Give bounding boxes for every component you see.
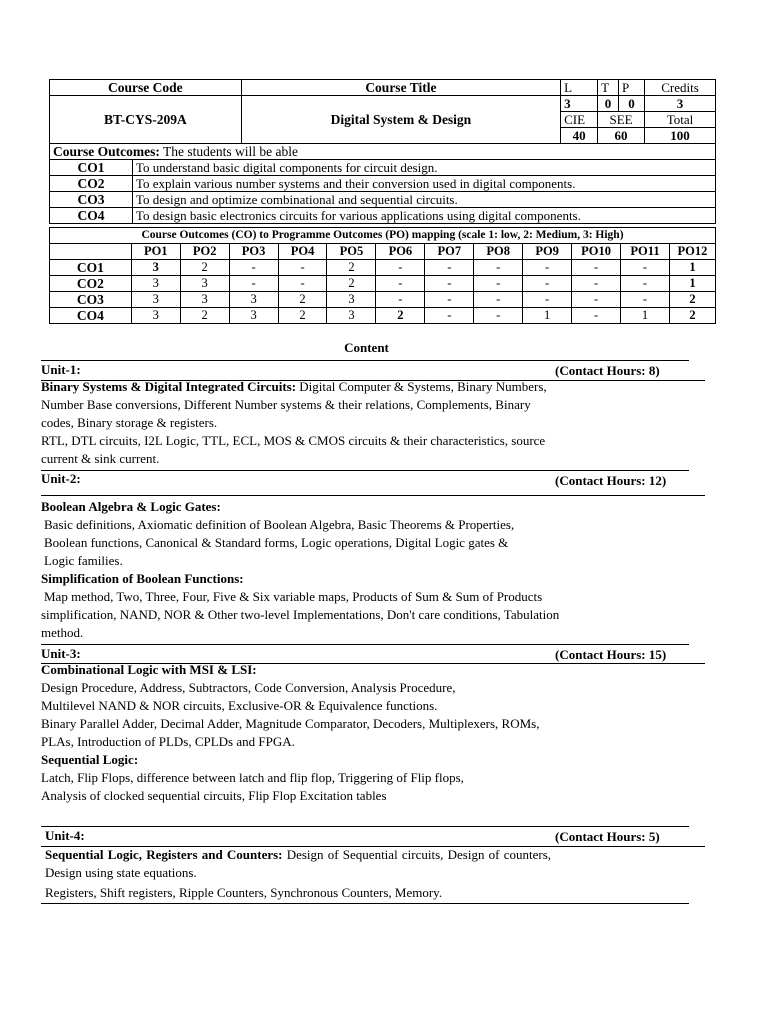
po-header-row bbox=[50, 244, 716, 260]
po-column-header: PO4 bbox=[278, 244, 327, 260]
unit3-label: Unit-3: bbox=[41, 646, 81, 661]
po-row-label: CO4 bbox=[50, 308, 132, 324]
unit3-text1: Design Procedure, Address, Subtractors, Code Conversion, Analysis Procedure, Multilevel NAND & NOR circuits, Exclusive-OR & Equivalence functions. bbox=[41, 680, 456, 713]
po-mapping-cell: 2 bbox=[180, 260, 229, 276]
unit3-heading1: Combinational Logic with MSI & LSI: bbox=[41, 662, 257, 677]
cie-label: CIE bbox=[561, 112, 598, 128]
course-outcomes-heading bbox=[50, 144, 716, 160]
outcome-text: To understand basic digital components for circuit design. bbox=[132, 160, 715, 176]
po-mapping-row bbox=[50, 260, 716, 276]
po-mapping-title: Course Outcomes (CO) to Programme Outcomes (PO) mapping (scale 1: low, 2: Medium, 3: High) bbox=[50, 228, 716, 244]
po-mapping-cell: 1 bbox=[669, 276, 715, 292]
unit2-hours: (Contact Hours: 12) bbox=[555, 473, 667, 488]
unit4-heading: Sequential Logic, Registers and Counters: bbox=[45, 847, 283, 862]
po-mapping-cell: - bbox=[474, 276, 523, 292]
course-title-label: Course Title bbox=[241, 80, 560, 96]
unit1-label: Unit-1: bbox=[41, 362, 81, 377]
po-mapping-cell: 3 bbox=[229, 308, 278, 324]
credits-value: 3 bbox=[645, 96, 716, 112]
credits-label: Credits bbox=[645, 80, 716, 96]
po-mapping-cell: 2 bbox=[180, 308, 229, 324]
po-mapping-cell: 1 bbox=[621, 308, 670, 324]
po-mapping-cell: - bbox=[523, 276, 572, 292]
unit2-body bbox=[41, 498, 561, 642]
po-mapping-cell: - bbox=[278, 276, 327, 292]
po-mapping-cell: - bbox=[621, 260, 670, 276]
po-mapping-cell: - bbox=[572, 292, 621, 308]
unit4-body bbox=[45, 846, 551, 902]
content-title: Content bbox=[344, 340, 389, 355]
see-value: 60 bbox=[598, 128, 645, 144]
unit1-hours: (Contact Hours: 8) bbox=[555, 363, 660, 378]
outcome-code: CO3 bbox=[50, 192, 133, 208]
po-mapping-cell: - bbox=[572, 260, 621, 276]
course-code: BT-CYS-209A bbox=[50, 96, 242, 144]
unit4-top-rule bbox=[41, 826, 689, 827]
unit2-sub-rule bbox=[41, 495, 705, 496]
po-mapping-cell: 2 bbox=[278, 308, 327, 324]
unit2-heading1: Boolean Algebra & Logic Gates: bbox=[41, 499, 221, 514]
po-mapping-cell: - bbox=[621, 276, 670, 292]
unit4-text2: Registers, Shift registers, Ripple Counters, Synchronous Counters, Memory. bbox=[45, 885, 443, 900]
unit1-text2: RTL, DTL circuits, I2L Logic, TTL, ECL, MOS & CMOS circuits & their characteristics, source current & sink current. bbox=[41, 433, 546, 466]
unit1-heading: Binary Systems & Digital Integrated Circuits: bbox=[41, 379, 297, 394]
total-value: 100 bbox=[645, 128, 716, 144]
po-mapping-cell: - bbox=[278, 260, 327, 276]
see-label: SEE bbox=[598, 112, 645, 128]
unit4-hours: (Contact Hours: 5) bbox=[555, 829, 660, 844]
po-mapping-cell: 1 bbox=[669, 260, 715, 276]
unit1-top-rule bbox=[41, 360, 689, 361]
outcome-code: CO4 bbox=[50, 208, 133, 224]
l-label: L bbox=[561, 80, 598, 96]
po-mapping-cell: 2 bbox=[327, 260, 376, 276]
po-mapping-cell: - bbox=[229, 276, 278, 292]
po-mapping-cell: - bbox=[474, 260, 523, 276]
unit4-bottom-rule bbox=[41, 903, 689, 904]
po-mapping-table bbox=[49, 227, 716, 324]
po-column-header: PO12 bbox=[669, 244, 715, 260]
unit3-body bbox=[41, 661, 561, 805]
cie-value: 40 bbox=[561, 128, 598, 144]
unit4-text1: Design of Sequential circuits, Design of counters, Design using state equations. bbox=[45, 847, 551, 880]
unit3-hours: (Contact Hours: 15) bbox=[555, 647, 667, 662]
unit2-text2: Map method, Two, Three, Four, Five & Six variable maps, Products of Sum & Sum of Products simplification, NAND, NOR & Other two-level Implementations, Don't care conditions, Tabulation method. bbox=[41, 589, 560, 640]
po-column-header: PO2 bbox=[180, 244, 229, 260]
po-mapping-cell: 3 bbox=[180, 276, 229, 292]
po-mapping-cell: 3 bbox=[131, 308, 180, 324]
po-column-header: PO5 bbox=[327, 244, 376, 260]
unit3-heading2: Sequential Logic: bbox=[41, 752, 139, 767]
po-column-header: PO6 bbox=[376, 244, 425, 260]
po-mapping-cell: - bbox=[376, 260, 425, 276]
po-mapping-cell: - bbox=[376, 292, 425, 308]
t-label: T bbox=[598, 80, 619, 96]
po-mapping-cell: - bbox=[425, 292, 474, 308]
unit1-text1: Digital Computer & Systems, Binary Numbers, Number Base conversions, Different Number systems & their relations, Complements, Binary codes, Binary storage & registers. bbox=[41, 379, 547, 430]
po-mapping-cell: 3 bbox=[327, 308, 376, 324]
po-mapping-cell: - bbox=[425, 260, 474, 276]
unit3-text3: Latch, Flip Flops, difference between latch and flip flop, Triggering of Flip flops, Analysis of clocked sequential circuits, Flip Flop Excitation tables bbox=[41, 770, 464, 803]
outcome-text: To explain various number systems and their conversion used in digital components. bbox=[132, 176, 715, 192]
course-outcomes-heading-bold: Course Outcomes: bbox=[53, 144, 160, 159]
unit3-top-rule bbox=[41, 644, 689, 645]
outcome-row bbox=[50, 176, 716, 192]
po-mapping-cell: 3 bbox=[131, 292, 180, 308]
po-mapping-cell: - bbox=[572, 276, 621, 292]
po-mapping-cell: 2 bbox=[327, 276, 376, 292]
unit2-top-rule bbox=[41, 470, 689, 471]
course-outcomes-table bbox=[49, 143, 716, 224]
po-mapping-cell: 3 bbox=[327, 292, 376, 308]
po-mapping-cell: 2 bbox=[278, 292, 327, 308]
po-mapping-cell: 3 bbox=[131, 276, 180, 292]
po-mapping-cell: 3 bbox=[180, 292, 229, 308]
po-mapping-cell: 2 bbox=[376, 308, 425, 324]
po-mapping-row bbox=[50, 292, 716, 308]
po-column-header: PO9 bbox=[523, 244, 572, 260]
p-value: 0 bbox=[619, 96, 645, 112]
outcome-row bbox=[50, 160, 716, 176]
course-header-table bbox=[49, 79, 716, 144]
po-mapping-cell: 2 bbox=[669, 292, 715, 308]
outcome-row bbox=[50, 208, 716, 224]
po-row-label: CO2 bbox=[50, 276, 132, 292]
outcome-code: CO1 bbox=[50, 160, 133, 176]
outcome-row bbox=[50, 192, 716, 208]
po-mapping-cell: 3 bbox=[229, 292, 278, 308]
unit3-text2: Binary Parallel Adder, Decimal Adder, Magnitude Comparator, Decoders, Multiplexers, ROMs, PLAs, Introduction of PLDs, CPLDs and FPGA. bbox=[41, 716, 540, 749]
po-mapping-cell: - bbox=[523, 292, 572, 308]
outcome-text: To design basic electronics circuits for various applications using digital components. bbox=[132, 208, 715, 224]
unit2-heading2: Simplification of Boolean Functions: bbox=[41, 571, 244, 586]
unit1-body bbox=[41, 378, 561, 468]
po-mapping-row bbox=[50, 308, 716, 324]
course-code-label: Course Code bbox=[50, 80, 242, 96]
po-column-header: PO7 bbox=[425, 244, 474, 260]
po-mapping-cell: - bbox=[474, 292, 523, 308]
course-title: Digital System & Design bbox=[241, 96, 560, 144]
po-mapping-cell: - bbox=[523, 260, 572, 276]
po-header-blank bbox=[50, 244, 132, 260]
outcome-text: To design and optimize combinational and sequential circuits. bbox=[132, 192, 715, 208]
total-label: Total bbox=[645, 112, 716, 128]
po-mapping-cell: - bbox=[229, 260, 278, 276]
l-value: 3 bbox=[561, 96, 598, 112]
po-row-label: CO3 bbox=[50, 292, 132, 308]
po-mapping-cell: - bbox=[376, 276, 425, 292]
po-column-header: PO11 bbox=[621, 244, 670, 260]
po-column-header: PO3 bbox=[229, 244, 278, 260]
po-column-header: PO8 bbox=[474, 244, 523, 260]
po-row-label: CO1 bbox=[50, 260, 132, 276]
po-mapping-cell: - bbox=[474, 308, 523, 324]
po-mapping-cell: 1 bbox=[523, 308, 572, 324]
unit4-label: Unit-4: bbox=[45, 828, 85, 843]
unit2-label: Unit-2: bbox=[41, 471, 81, 486]
p-label: P bbox=[619, 80, 645, 96]
po-mapping-cell: - bbox=[621, 292, 670, 308]
po-mapping-cell: 3 bbox=[131, 260, 180, 276]
po-column-header: PO1 bbox=[131, 244, 180, 260]
po-mapping-cell: 2 bbox=[669, 308, 715, 324]
po-column-header: PO10 bbox=[572, 244, 621, 260]
po-mapping-cell: - bbox=[572, 308, 621, 324]
po-mapping-cell: - bbox=[425, 276, 474, 292]
unit2-text1: Basic definitions, Axiomatic definition of Boolean Algebra, Basic Theorems & Properties, Boolean functions, Canonical & Standard forms, Logic operations, Digital Logic gates & Logic families. bbox=[44, 517, 515, 568]
t-value: 0 bbox=[598, 96, 619, 112]
outcome-code: CO2 bbox=[50, 176, 133, 192]
course-outcomes-heading-rest: The students will be able bbox=[159, 144, 298, 159]
po-mapping-cell: - bbox=[425, 308, 474, 324]
po-mapping-row bbox=[50, 276, 716, 292]
